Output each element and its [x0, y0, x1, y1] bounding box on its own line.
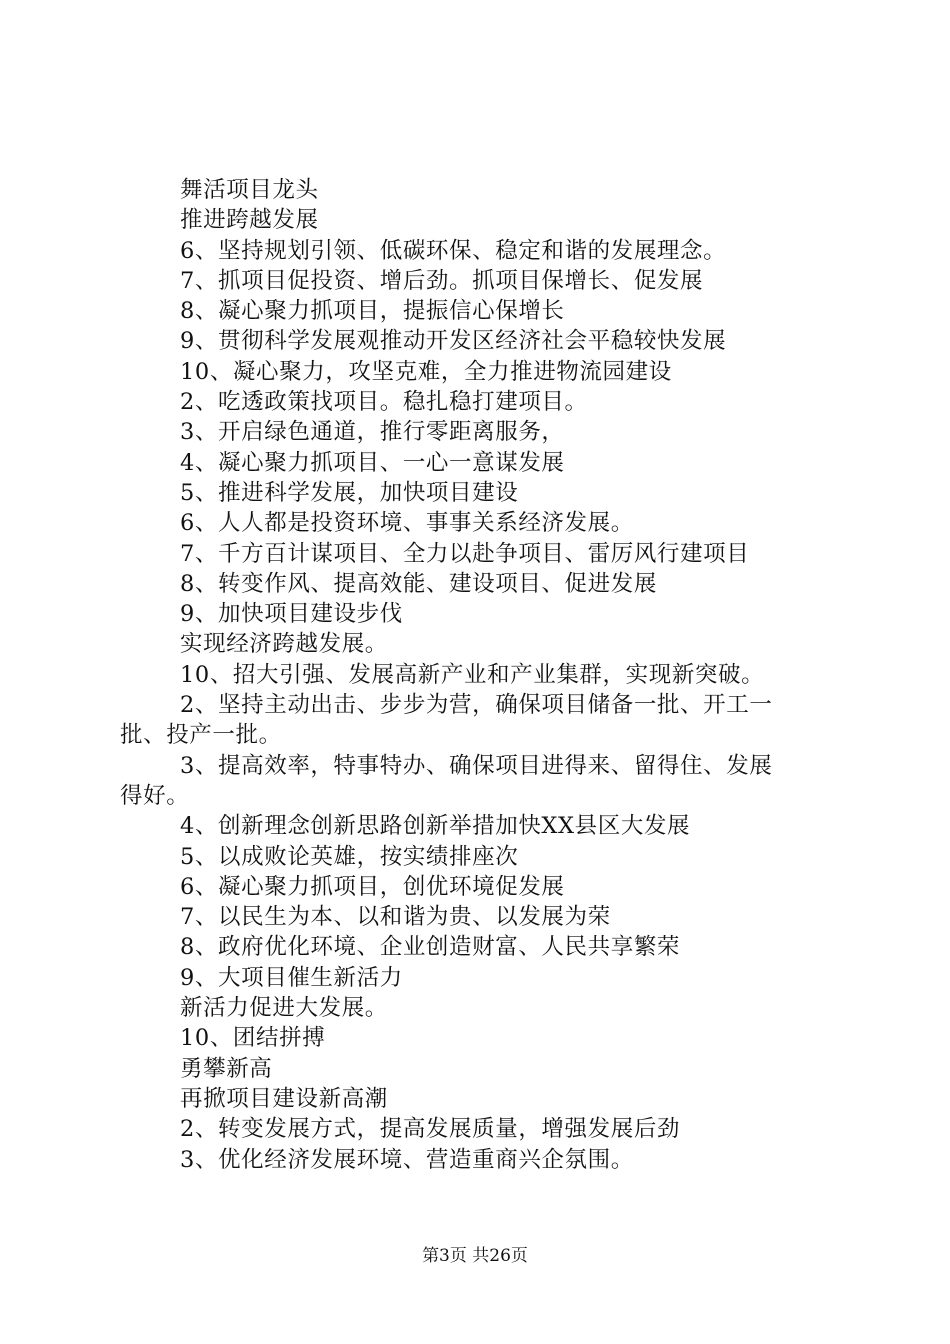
text-line: 4、凝心聚力抓项目、一心一意谋发展 — [180, 449, 565, 476]
text-line: 新活力促进大发展。 — [180, 995, 388, 1022]
text-line: 9、大项目催生新活力 — [180, 964, 403, 991]
text-line: 10、凝心聚力，攻坚克难，全力推进物流园建设 — [180, 358, 672, 385]
text-line: 3、开启绿色通道，推行零距离服务， — [180, 419, 565, 446]
text-line: 9、贯彻科学发展观推动开发区经济社会平稳较快发展 — [180, 328, 727, 355]
text-line: 8、转变作风、提高效能、建设项目、促进发展 — [180, 570, 657, 597]
text-line: 7、以民生为本、以和谐为贵、以发展为荣 — [180, 904, 611, 931]
page-footer: 第3页 共26页 — [422, 1246, 528, 1266]
text-line: 5、以成败论英雄，按实绩排座次 — [180, 843, 519, 870]
text-line: 勇攀新高 — [180, 1055, 273, 1082]
text-line: 2、转变发展方式，提高发展质量，增强发展后劲 — [180, 1116, 681, 1143]
text-line: 2、吃透政策找项目。稳扎稳打建项目。 — [180, 389, 588, 416]
text-line: 3、优化经济发展环境、营造重商兴企氛围。 — [180, 1146, 634, 1173]
text-line: 9、加快项目建设步伐 — [180, 601, 403, 628]
text-line: 10、团结拼搏 — [180, 1025, 326, 1052]
text-line: 6、坚持规划引领、低碳环保、稳定和谐的发展理念。 — [180, 237, 727, 264]
text-line: 3、提高效率，特事特办、确保项目进得来、留得住、发展 — [180, 752, 773, 779]
text-line: 7、抓项目促投资、增后劲。抓项目保增长、促发展 — [180, 267, 704, 294]
text-line: 舞活项目龙头 — [180, 177, 319, 203]
text-line: 实现经济跨越发展。 — [180, 631, 388, 658]
text-line: 6、人人都是投资环境、事事关系经济发展。 — [180, 510, 634, 537]
text-line: 得好。 — [120, 782, 190, 809]
text-line: 10、招大引强、发展高新产业和产业集群，实现新突破。 — [180, 661, 765, 688]
text-line: 7、千方百计谋项目、全力以赴争项目、雷厉风行建项目 — [180, 540, 750, 567]
text-line: 批、投产一批。 — [120, 722, 282, 749]
text-line: 6、凝心聚力抓项目，创优环境促发展 — [180, 873, 565, 900]
text-line: 2、坚持主动出击、步步为营，确保项目储备一批、开工一 — [180, 692, 773, 719]
text-line: 推进跨越发展 — [180, 207, 319, 234]
text-line: 再掀项目建设新高潮 — [180, 1085, 388, 1112]
text-line: 5、推进科学发展，加快项目建设 — [180, 479, 519, 506]
text-line: 4、创新理念创新思路创新举措加快XX县区大发展 — [180, 813, 691, 840]
text-line: 8、政府优化环境、企业创造财富、人民共享繁荣 — [180, 934, 681, 961]
document-body — [120, 175, 832, 1175]
text-line: 8、凝心聚力抓项目，提振信心保增长 — [180, 298, 565, 325]
